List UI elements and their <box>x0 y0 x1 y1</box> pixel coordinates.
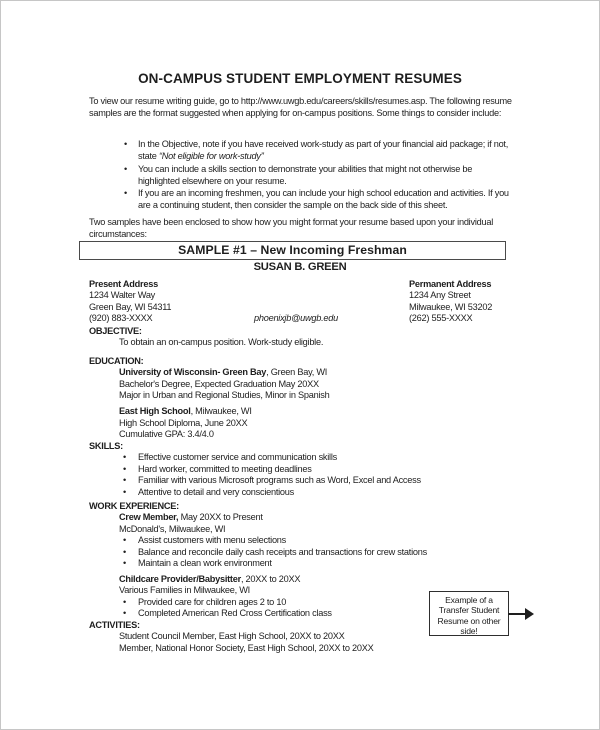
permanent-address-block <box>409 279 492 324</box>
education-heading: EDUCATION: <box>89 356 144 366</box>
permanent-address-city: Milwaukee, WI 53202 <box>409 301 493 312</box>
objective-text: To obtain an on-campus position. Work-study eligible. <box>119 337 324 348</box>
resume-name: SUSAN B. GREEN <box>253 261 347 273</box>
skill-item: • Attentive to detail and very conscientious <box>123 487 421 498</box>
job-organization: Various Families in Milwaukee, WI <box>119 585 250 596</box>
job-dates: , 20XX to 20XX <box>240 573 301 584</box>
intro-bullet-italic-text: “Not eligible for work-study” <box>158 151 264 162</box>
samples-note: Two samples have been enclosed to show how you might format your resume based upon your individual circumstances: <box>89 217 493 240</box>
intro-bullet-text: If you are an incoming freshmen, you can include your high school education and activities. If you are a continuing student, then consider the sample on the back side of this sheet. <box>138 188 509 211</box>
skill-item: • Familiar with various Microsoft programs such as Word, Excel and Access <box>123 475 421 486</box>
present-address-street: 1234 Walter Way <box>89 290 156 301</box>
intro-paragraph: To view our resume writing guide, go to http://www.uwgb.edu/careers/skills/resumes.asp. The following resume samples are the format suggested when applying for on-campus positions. Some things to consider include: <box>89 96 512 119</box>
job-title: Childcare Provider/Babysitter <box>119 573 241 584</box>
intro-bullet <box>124 138 516 163</box>
objective-heading: OBJECTIVE: <box>89 326 142 336</box>
permanent-address-phone: (262) 555-XXXX <box>409 312 473 323</box>
intro-bullet <box>124 187 516 212</box>
education-detail: Cumulative GPA: 3.4/4.0 <box>119 428 214 439</box>
work-entry-title-line <box>119 574 427 585</box>
objective-section <box>89 326 323 349</box>
activities-section <box>89 620 373 654</box>
education-entry <box>119 406 329 440</box>
education-entry-school-line <box>119 406 329 417</box>
work-experience-section <box>89 501 427 620</box>
callout-line: Resume on other <box>437 615 501 626</box>
education-detail: High School Diploma, June 20XX <box>119 417 248 428</box>
present-address-block <box>89 279 171 324</box>
email-address: phoenixjb@uwgb.edu <box>254 313 339 323</box>
school-name: University of Wisconsin- Green Bay <box>119 367 267 378</box>
work-experience-heading: WORK EXPERIENCE: <box>89 501 179 511</box>
intro-bullet <box>124 163 516 188</box>
job-duty: • Maintain a clean work environment <box>123 558 427 569</box>
education-detail: Major in Urban and Regional Studies, Minor in Spanish <box>119 390 330 401</box>
work-entry <box>119 512 427 569</box>
callout-line: Transfer Student <box>438 605 500 616</box>
job-title: Crew Member, <box>119 512 179 523</box>
present-address-city: Green Bay, WI 54311 <box>89 301 172 312</box>
page-title: ON-CAMPUS STUDENT EMPLOYMENT RESUMES <box>138 71 462 86</box>
work-entry-title-line <box>119 512 427 523</box>
skill-item: • Hard worker, committed to meeting deadlines <box>123 464 421 475</box>
callout-line: Example of a <box>445 595 493 605</box>
intro-bullet-text: In the Objective, note if you have received work-study as part of your financial aid package; if not, state <box>138 139 509 162</box>
present-address-label: Present Address <box>89 279 158 289</box>
education-detail: Bachelor's Degree, Expected Graduation May 20XX <box>119 378 319 389</box>
education-section <box>89 356 329 440</box>
arrow-right-icon <box>508 613 526 615</box>
permanent-address-street: 1234 Any Street <box>409 290 471 301</box>
permanent-address-label: Permanent Address <box>409 279 492 289</box>
callout-box <box>429 591 509 636</box>
education-entry <box>119 367 329 401</box>
job-dates: May 20XX to Present <box>178 512 263 523</box>
present-address-phone: (920) 883-XXXX <box>89 312 153 323</box>
work-entry <box>119 574 427 620</box>
arrow-right-icon <box>525 608 534 620</box>
intro-bullet-list <box>124 138 516 212</box>
activity-line: Student Council Member, East High School, 20XX to 20XX <box>119 631 345 642</box>
intro-bullet-text: You can include a skills section to demonstrate your abilities that might not otherwise be highlighted elsewhere on your resume. <box>138 163 473 186</box>
activities-heading: ACTIVITIES: <box>89 620 140 630</box>
callout-line: side! <box>460 626 478 637</box>
skills-section <box>89 441 421 498</box>
school-location: , Green Bay, WI <box>266 367 328 378</box>
school-location: , Milwaukee, WI <box>190 406 252 417</box>
school-name: East High School <box>119 406 191 417</box>
job-organization: McDonald's, Milwaukee, WI <box>119 523 226 534</box>
skills-heading: SKILLS: <box>89 441 123 451</box>
sample-banner: SAMPLE #1 – New Incoming Freshman <box>79 241 506 260</box>
job-duty: • Completed American Red Cross Certification class <box>123 608 427 619</box>
education-entry-school-line <box>119 367 329 378</box>
job-duty: • Provided care for children ages 2 to 10 <box>123 597 427 608</box>
job-duty: • Assist customers with menu selections <box>123 535 427 546</box>
activity-line: Member, National Honor Society, East High School, 20XX to 20XX <box>119 642 374 653</box>
skill-item: • Effective customer service and communication skills <box>123 452 421 463</box>
job-duty: • Balance and reconcile daily cash receipts and transactions for crew stations <box>123 547 427 558</box>
